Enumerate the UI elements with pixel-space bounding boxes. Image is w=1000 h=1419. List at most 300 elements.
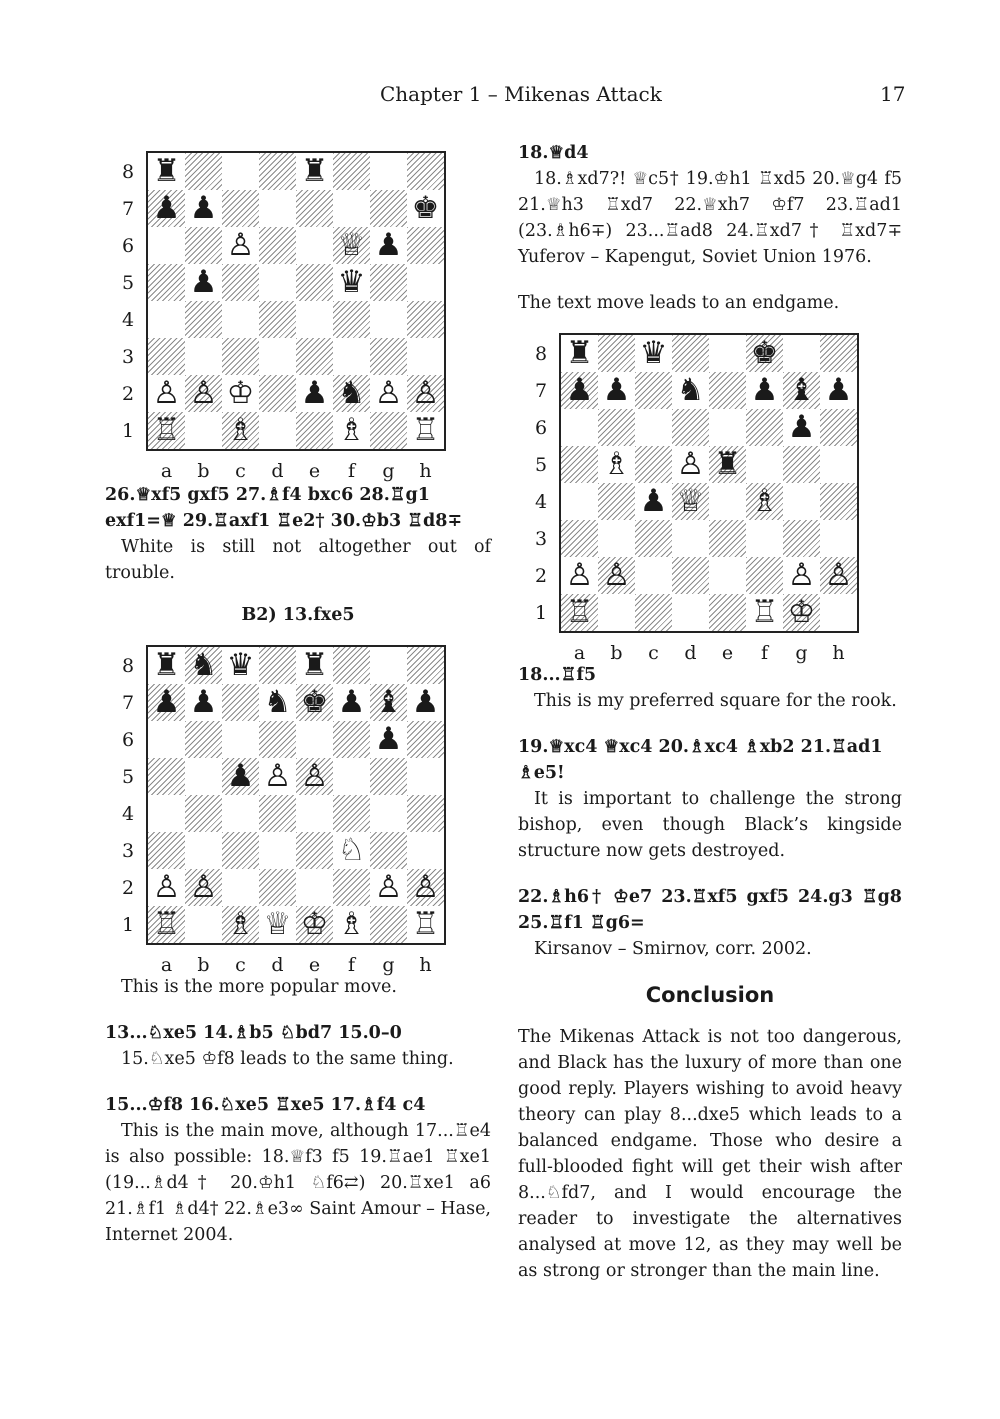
file-label: a [573,642,586,664]
file-label: c [648,642,659,664]
board-square-h2 [407,869,444,906]
board-square-c5 [222,264,259,301]
file-label: a [160,954,173,976]
white-queen-icon: ♕ [337,227,366,263]
board-square-a1 [148,412,185,449]
board-square-h6 [407,227,444,264]
board-square-f3 [746,520,783,557]
white-pawn-icon: ♙ [411,375,440,411]
board-square-h3 [407,832,444,869]
black-knight-icon: ♞ [263,684,292,720]
board-square-c5 [222,758,259,795]
board-square-g8 [783,335,820,372]
board-square-h6 [407,721,444,758]
black-knight-icon: ♞ [337,375,366,411]
black-knight-icon: ♞ [676,372,705,408]
move-line-15: 15...♔f8 16.♘xe5 ♖xe5 17.♗f4 c4 [105,1095,426,1115]
board-square-a7 [148,684,185,721]
black-pawn-icon: ♟ [411,684,440,720]
board-square-g8 [370,647,407,684]
board-square-a2 [148,375,185,412]
rank-label: 4 [121,309,135,331]
board-square-e5 [296,264,333,301]
file-label: g [382,954,395,976]
board-square-h8 [407,647,444,684]
white-rook-icon: ♖ [750,594,779,630]
note-15: This is the main move, although 17...♖e4 is also possible: 18.♕f3 f5 19.♖ae1 ♖xe1 (19...♗d4† 20.♔h1 ♘f6⇄) 20.♖xe1 a6 21.♗f1 ♗d4† 22.♗e3∞ Saint Amour – Hase, Internet 2004. [105,1121,491,1245]
board-square-b5 [185,264,222,301]
white-pawn-icon: ♙ [152,375,181,411]
board-square-c2 [635,557,672,594]
rank-label: 2 [121,877,135,899]
section-heading-b2: B2) 13.fxe5 [241,605,355,625]
board-square-b7 [185,684,222,721]
board-square-b5 [185,758,222,795]
white-pawn-icon: ♙ [676,446,705,482]
board-square-a3 [148,832,185,869]
board-square-g2 [370,375,407,412]
board-square-a6 [561,409,598,446]
board-square-a7 [148,190,185,227]
board-square-c2 [222,375,259,412]
board-square-e1 [709,594,746,631]
note-18c: This is my preferred square for the rook. [534,691,897,711]
black-pawn-icon: ♟ [152,190,181,226]
board-square-c1 [222,412,259,449]
board-square-a5 [561,446,598,483]
board-square-b7 [598,372,635,409]
board-square-g3 [370,338,407,375]
right-column [518,140,902,1284]
board-square-e4 [296,795,333,832]
board-square-g6 [370,227,407,264]
board-square-e2 [709,557,746,594]
board-square-g1 [783,594,820,631]
board-square-c7 [635,372,672,409]
board-square-e6 [296,721,333,758]
white-bishop-icon: ♗ [602,446,631,482]
board-square-b8 [185,153,222,190]
rank-label: 3 [121,346,135,368]
board-square-g6 [370,721,407,758]
black-pawn-icon: ♟ [639,483,668,519]
white-bishop-icon: ♗ [337,412,366,448]
board-square-a4 [561,483,598,520]
white-rook-icon: ♖ [411,412,440,448]
board-square-c3 [635,520,672,557]
chessboard [146,151,446,451]
board-square-h8 [407,153,444,190]
board-square-a6 [148,721,185,758]
rank-label: 8 [121,161,135,183]
black-queen-icon: ♛ [226,647,255,683]
white-pawn-icon: ♙ [300,758,329,794]
board-square-d8 [672,335,709,372]
file-label: d [271,954,284,976]
board-square-h8 [820,335,857,372]
black-pawn-icon: ♟ [152,684,181,720]
page-header [0,82,1000,110]
board-square-d1 [259,412,296,449]
board-square-f8 [333,153,370,190]
file-label: b [197,954,210,976]
chess-diagram-1 [105,140,491,486]
file-label: f [760,642,769,664]
board-square-b6 [598,409,635,446]
board-square-e7 [296,684,333,721]
black-king-icon: ♚ [411,190,440,226]
board-square-d6 [259,721,296,758]
white-king-icon: ♔ [226,375,255,411]
white-king-icon: ♔ [787,594,816,630]
board-square-f4 [746,483,783,520]
board-square-b4 [185,301,222,338]
rank-label: 1 [121,914,135,936]
board-square-c7 [222,190,259,227]
board-square-a8 [148,647,185,684]
board-square-e2 [296,375,333,412]
board-square-b3 [185,338,222,375]
board-square-d3 [259,338,296,375]
board-square-b6 [185,721,222,758]
black-pawn-icon: ♟ [226,758,255,794]
board-square-h4 [820,483,857,520]
file-label: b [610,642,623,664]
board-square-b3 [598,520,635,557]
board-square-a1 [561,594,598,631]
board-square-g5 [370,264,407,301]
rank-label: 5 [121,272,135,294]
board-square-d1 [672,594,709,631]
white-rook-icon: ♖ [411,906,440,942]
board-square-d1 [259,906,296,943]
white-pawn-icon: ♙ [189,375,218,411]
board-square-e1 [296,906,333,943]
rank-label: 7 [534,380,548,402]
board-square-e3 [296,338,333,375]
board-square-h7 [820,372,857,409]
white-pawn-icon: ♙ [152,869,181,905]
note-13: 15.♘xe5 ♔f8 leads to the same thing. [121,1049,454,1069]
chessboard [559,333,859,633]
rank-label: 5 [121,766,135,788]
board-square-e4 [709,483,746,520]
board-square-c1 [635,594,672,631]
board-square-c6 [635,409,672,446]
rank-label: 5 [534,454,548,476]
black-queen-icon: ♛ [337,264,366,300]
board-square-f3 [333,338,370,375]
board-square-b8 [185,647,222,684]
move-line-18b: 18...♖f5 [518,665,597,685]
board-square-d7 [672,372,709,409]
board-square-f4 [333,301,370,338]
board-square-h5 [407,758,444,795]
board-square-f8 [333,647,370,684]
board-square-b2 [598,557,635,594]
note-18b: The text move leads to an endgame. [518,293,840,313]
board-square-g5 [783,446,820,483]
board-square-f2 [333,869,370,906]
board-square-b3 [185,832,222,869]
white-pawn-icon: ♙ [263,758,292,794]
white-queen-icon: ♕ [676,483,705,519]
white-pawn-icon: ♙ [374,869,403,905]
board-square-f4 [333,795,370,832]
black-pawn-icon: ♟ [787,409,816,445]
white-rook-icon: ♖ [565,594,594,630]
rank-label: 1 [121,420,135,442]
note-22: Kirsanov – Smirnov, corr. 2002. [534,939,812,959]
rank-label: 7 [121,692,135,714]
move-line-18: 18.♕d4 [518,143,589,163]
black-rook-icon: ♜ [300,647,329,683]
board-square-b1 [598,594,635,631]
board-square-d3 [259,832,296,869]
rank-label: 4 [121,803,135,825]
board-square-h6 [820,409,857,446]
file-label: c [235,460,246,482]
white-pawn-icon: ♙ [824,557,853,593]
board-square-d4 [259,301,296,338]
board-square-e8 [709,335,746,372]
board-square-h7 [407,190,444,227]
board-square-d8 [259,647,296,684]
white-pawn-icon: ♙ [374,375,403,411]
board-square-f8 [746,335,783,372]
board-square-g2 [370,869,407,906]
file-label: g [382,460,395,482]
board-square-e2 [296,869,333,906]
board-square-c4 [222,795,259,832]
board-square-d6 [672,409,709,446]
board-square-h5 [820,446,857,483]
chessboard [146,645,446,945]
white-rook-icon: ♖ [152,906,181,942]
board-square-c7 [222,684,259,721]
white-pawn-icon: ♙ [787,557,816,593]
white-bishop-icon: ♗ [750,483,779,519]
board-square-a6 [148,227,185,264]
board-square-c4 [635,483,672,520]
board-square-f5 [746,446,783,483]
board-square-d8 [259,153,296,190]
chapter-title: Chapter 1 – Mikenas Attack [380,82,662,106]
board-square-a2 [561,557,598,594]
board-square-e8 [296,647,333,684]
board-square-d2 [672,557,709,594]
board-square-e5 [709,446,746,483]
rank-label: 8 [121,655,135,677]
board-square-b7 [185,190,222,227]
board-square-f5 [333,264,370,301]
black-pawn-icon: ♟ [374,721,403,757]
board-square-d2 [259,375,296,412]
black-pawn-icon: ♟ [750,372,779,408]
board-square-c1 [222,906,259,943]
left-column [105,140,491,1248]
page-number: 17 [880,82,906,106]
board-square-d2 [259,869,296,906]
board-square-h3 [820,520,857,557]
black-pawn-icon: ♟ [189,684,218,720]
file-label: e [721,642,734,664]
black-rook-icon: ♜ [565,335,594,371]
board-square-f6 [333,227,370,264]
board-square-b6 [185,227,222,264]
rank-label: 2 [534,565,548,587]
rank-label: 3 [534,528,548,550]
rank-label: 6 [121,729,135,751]
board-square-g4 [783,483,820,520]
board-square-h1 [407,412,444,449]
black-pawn-icon: ♟ [337,684,366,720]
rank-label: 1 [534,602,548,624]
board-square-b2 [185,375,222,412]
white-pawn-icon: ♙ [411,869,440,905]
board-square-g4 [370,301,407,338]
note-19: It is important to challenge the strong bishop, even though Black’s kingside structure now gets destroyed. [518,789,902,861]
board-square-h7 [407,684,444,721]
board-square-d5 [259,758,296,795]
black-rook-icon: ♜ [152,647,181,683]
board-square-g7 [370,684,407,721]
board-square-e1 [296,412,333,449]
board-square-f2 [746,557,783,594]
note-18: 18.♗xd7?! ♕c5† 19.♔h1 ♖xd5 20.♕g4 f5 21.♕h3 ♖xd7 22.♕xh7 ♔f7 23.♖ad1 (23.♗h6∓) 23...♖ad8 24.♖xd7† ♖xd7∓ Yuferov – Kapengut, Soviet Union 1976. [518,169,902,267]
board-square-f1 [333,412,370,449]
board-square-f7 [333,684,370,721]
board-square-h3 [407,338,444,375]
board-square-h2 [407,375,444,412]
board-square-g2 [783,557,820,594]
board-square-h5 [407,264,444,301]
black-pawn-icon: ♟ [300,375,329,411]
black-pawn-icon: ♟ [374,227,403,263]
file-label: h [832,642,845,664]
black-pawn-icon: ♟ [824,372,853,408]
chess-diagram-3 [518,322,902,668]
board-square-e7 [709,372,746,409]
board-square-f1 [333,906,370,943]
rank-label: 3 [121,840,135,862]
board-square-c6 [222,721,259,758]
file-label: b [197,460,210,482]
white-rook-icon: ♖ [152,412,181,448]
board-square-c8 [635,335,672,372]
board-square-f5 [333,758,370,795]
board-square-d5 [672,446,709,483]
board-square-f6 [746,409,783,446]
board-square-e3 [709,520,746,557]
white-king-icon: ♔ [300,906,329,942]
black-pawn-icon: ♟ [189,264,218,300]
rank-label: 7 [121,198,135,220]
file-label: d [684,642,697,664]
black-king-icon: ♚ [750,335,779,371]
board-square-f7 [333,190,370,227]
board-square-a4 [148,795,185,832]
board-square-a8 [148,153,185,190]
black-rook-icon: ♜ [713,446,742,482]
board-square-e4 [296,301,333,338]
file-label: f [347,460,356,482]
board-square-e3 [296,832,333,869]
note-b2: This is the more popular move. [121,977,397,997]
board-square-g5 [370,758,407,795]
board-square-c3 [222,338,259,375]
file-label: e [308,460,321,482]
board-square-g4 [370,795,407,832]
white-bishop-icon: ♗ [337,906,366,942]
board-square-g3 [783,520,820,557]
board-square-b8 [598,335,635,372]
board-square-b1 [185,906,222,943]
board-square-c5 [635,446,672,483]
move-line-26: 26.♕xf5 gxf5 27.♗f4 bxc6 28.♖g1 exf1=♕ 29.♖axf1 ♖e2† 30.♔b3 ♖d8∓ [105,485,463,531]
board-square-e6 [709,409,746,446]
board-square-a4 [148,301,185,338]
board-square-c3 [222,832,259,869]
rank-label: 8 [534,343,548,365]
board-square-b1 [185,412,222,449]
file-label: h [419,954,432,976]
black-rook-icon: ♜ [152,153,181,189]
board-square-g3 [370,832,407,869]
board-square-f2 [333,375,370,412]
board-square-h4 [407,301,444,338]
black-bishop-icon: ♝ [374,684,403,720]
board-square-b2 [185,869,222,906]
white-pawn-icon: ♙ [189,869,218,905]
board-square-a3 [561,520,598,557]
white-bishop-icon: ♗ [226,906,255,942]
rank-label: 4 [534,491,548,513]
board-square-e8 [296,153,333,190]
rank-label: 6 [121,235,135,257]
board-square-a8 [561,335,598,372]
white-pawn-icon: ♙ [602,557,631,593]
board-square-g6 [783,409,820,446]
white-queen-icon: ♕ [263,906,292,942]
board-square-d3 [672,520,709,557]
black-pawn-icon: ♟ [602,372,631,408]
white-bishop-icon: ♗ [226,412,255,448]
board-square-e5 [296,758,333,795]
chess-diagram-2 [105,634,491,980]
white-pawn-icon: ♙ [565,557,594,593]
board-square-a5 [148,264,185,301]
board-square-d5 [259,264,296,301]
file-label: g [795,642,808,664]
board-square-g7 [370,190,407,227]
black-king-icon: ♚ [300,684,329,720]
board-square-e7 [296,190,333,227]
rank-label: 6 [534,417,548,439]
file-label: c [235,954,246,976]
board-square-d7 [259,684,296,721]
board-square-h1 [407,906,444,943]
board-square-e6 [296,227,333,264]
move-line-13: 13...♘xe5 14.♗b5 ♘bd7 15.0–0 [105,1023,402,1043]
white-pawn-icon: ♙ [226,227,255,263]
conclusion-text: The Mikenas Attack is not too dangerous, and Black has the luxury of more than one good reply. Players wishing to avoid heavy theory can play 8...dxe5 which leads to a balanced endgame. Those who desire a full-blooded fight will get their wish after 8...♘fd7, and I would encourage the reader to investigate the alternatives analysed at move 12, as they may well be as strong or stronger than the main line. [518,1027,902,1281]
board-square-c4 [222,301,259,338]
black-rook-icon: ♜ [300,153,329,189]
board-square-c2 [222,869,259,906]
board-square-g1 [370,906,407,943]
move-line-22: 22.♗h6† ♔e7 23.♖xf5 gxf5 24.g3 ♖g8 25.♖f1 ♖g6= [518,887,902,933]
